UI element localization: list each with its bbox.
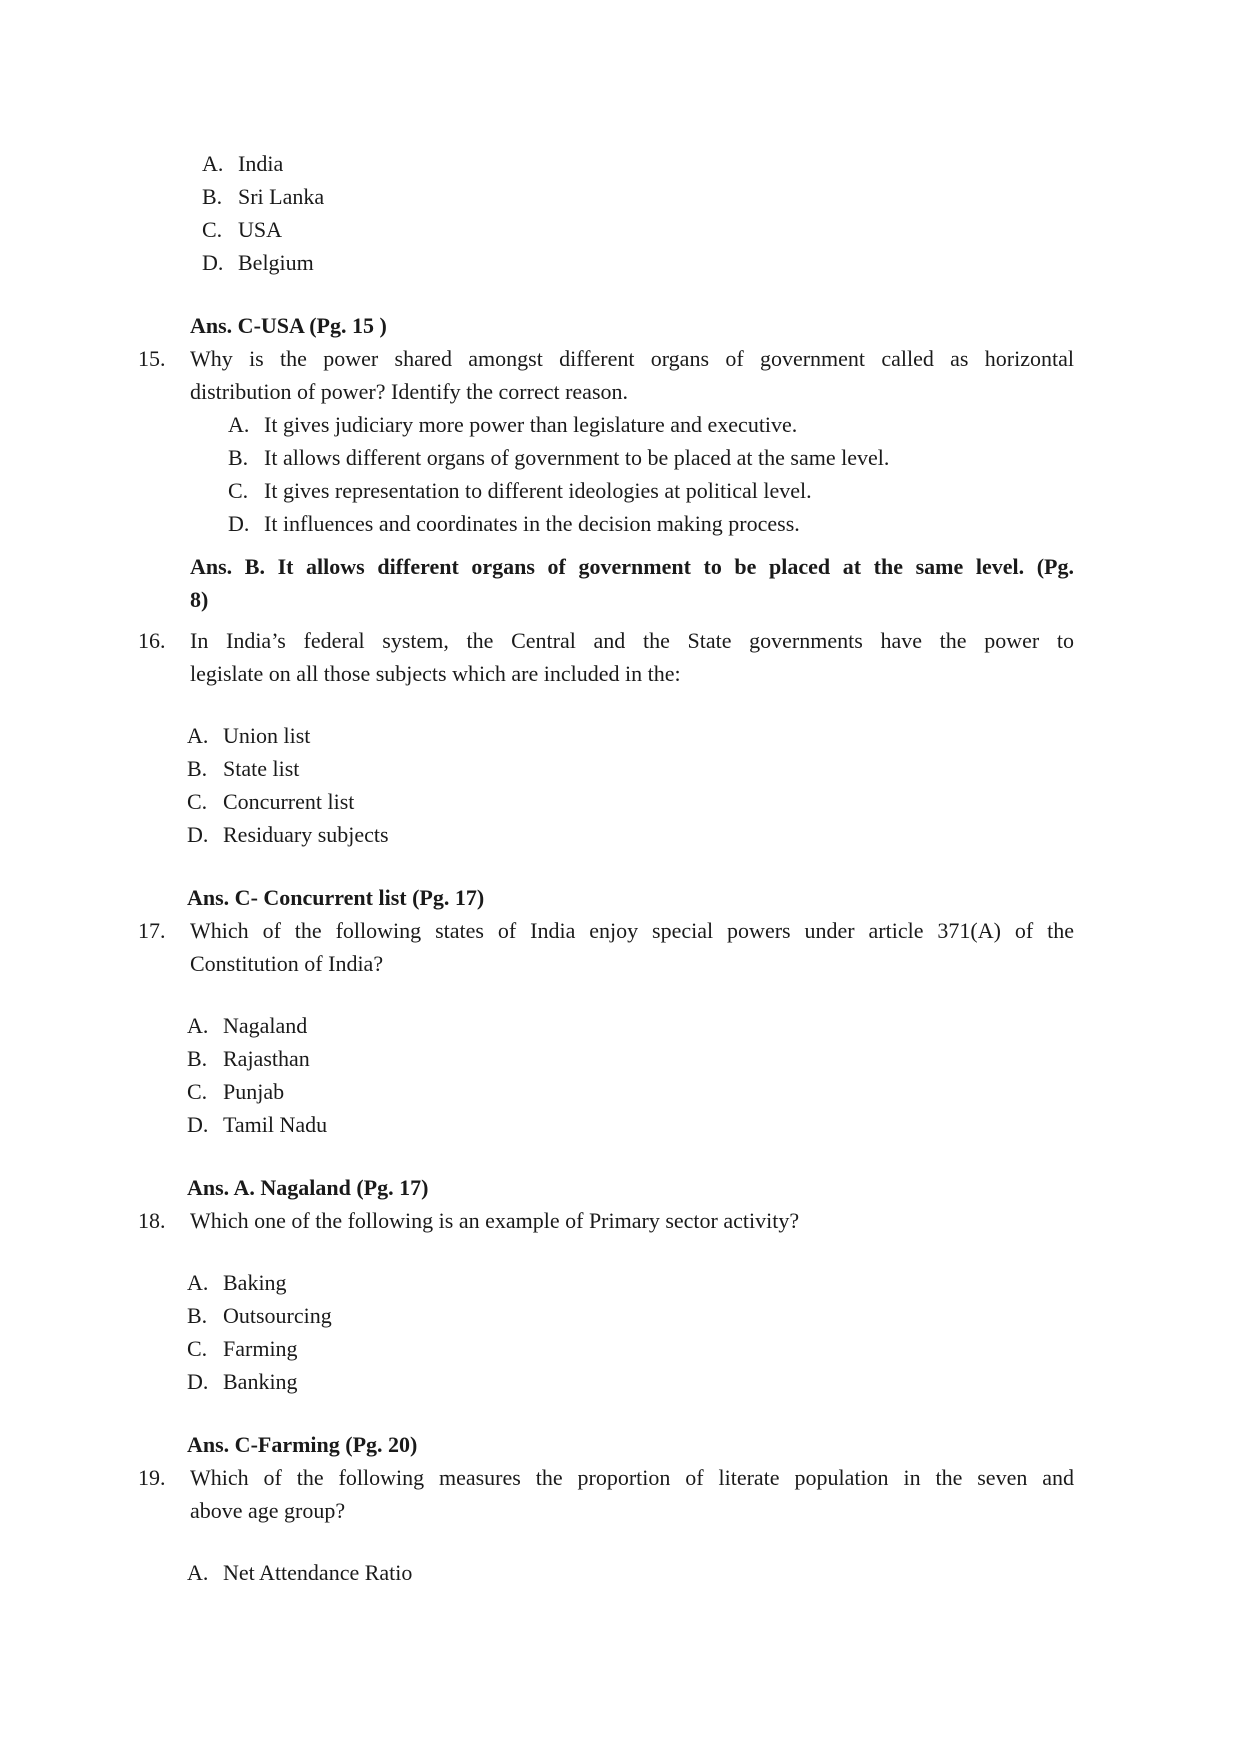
option-a bbox=[228, 411, 797, 439]
question-19-text-line2: above age group? bbox=[190, 1498, 346, 1523]
option-letter: A. bbox=[228, 412, 250, 437]
option-text: India bbox=[238, 151, 284, 176]
option-letter: C. bbox=[187, 1079, 208, 1104]
option-letter: B. bbox=[202, 184, 223, 209]
question-16-text-line2: legislate on all those subjects which are included in the: bbox=[190, 661, 681, 686]
option-letter: A. bbox=[187, 1013, 209, 1038]
option-a bbox=[187, 1012, 307, 1040]
option-letter: D. bbox=[187, 1369, 209, 1394]
option-letter: B. bbox=[228, 445, 249, 470]
option-d bbox=[202, 249, 314, 277]
option-letter: D. bbox=[187, 1112, 209, 1137]
option-letter: C. bbox=[187, 789, 208, 814]
option-text: It gives judiciary more power than legislature and executive. bbox=[264, 412, 798, 437]
answer-14: Ans. C-USA (Pg. 15 ) bbox=[190, 313, 387, 338]
question-15-text-line1: Why is the power shared amongst different organs of government called as horizontal bbox=[190, 346, 1074, 371]
option-c bbox=[187, 788, 354, 816]
option-letter: C. bbox=[187, 1336, 208, 1361]
option-letter: A. bbox=[202, 151, 224, 176]
answer-17: Ans. A. Nagaland (Pg. 17) bbox=[187, 1175, 429, 1200]
question-number-19: 19. bbox=[138, 1465, 166, 1490]
option-text: Net Attendance Ratio bbox=[223, 1560, 413, 1585]
option-text: It gives representation to different ideologies at political level. bbox=[264, 478, 812, 503]
option-a bbox=[187, 722, 310, 750]
option-letter: A. bbox=[187, 1560, 209, 1585]
option-text: Outsourcing bbox=[223, 1303, 332, 1328]
option-text: State list bbox=[223, 756, 300, 781]
option-text: Union list bbox=[223, 723, 311, 748]
option-text: Rajasthan bbox=[223, 1046, 310, 1071]
option-text: USA bbox=[238, 217, 283, 242]
option-text: Banking bbox=[223, 1369, 298, 1394]
question-number-18: 18. bbox=[138, 1208, 166, 1233]
option-c bbox=[187, 1078, 284, 1106]
option-text: Sri Lanka bbox=[238, 184, 325, 209]
option-a bbox=[187, 1559, 412, 1587]
option-text: Belgium bbox=[238, 250, 314, 275]
option-letter: C. bbox=[228, 478, 249, 503]
option-text: It allows different organs of government to be placed at the same level. bbox=[264, 445, 890, 470]
option-d bbox=[187, 1111, 327, 1139]
question-number-16: 16. bbox=[138, 628, 166, 653]
option-b bbox=[228, 444, 889, 472]
option-letter: A. bbox=[187, 723, 209, 748]
option-letter: C. bbox=[202, 217, 223, 242]
option-text: Nagaland bbox=[223, 1013, 308, 1038]
option-text: Punjab bbox=[223, 1079, 285, 1104]
answer-15-line2: 8) bbox=[190, 587, 209, 612]
question-15-text-line2: distribution of power? Identify the correct reason. bbox=[190, 379, 629, 404]
option-letter: D. bbox=[228, 511, 250, 536]
option-text: Farming bbox=[223, 1336, 298, 1361]
option-text: It influences and coordinates in the decision making process. bbox=[264, 511, 800, 536]
option-c bbox=[187, 1335, 298, 1363]
option-d bbox=[187, 1368, 298, 1396]
question-17-text-line1: Which of the following states of India enjoy special powers under article 371(A) of the bbox=[190, 918, 1074, 943]
option-text: Tamil Nadu bbox=[223, 1112, 328, 1137]
answer-15-line1: Ans. B. It allows different organs of government to be placed at the same level. (Pg. bbox=[190, 554, 1074, 579]
option-b bbox=[187, 1045, 310, 1073]
option-letter: A. bbox=[187, 1270, 209, 1295]
option-c bbox=[202, 216, 282, 244]
option-letter: D. bbox=[202, 250, 224, 275]
option-a bbox=[202, 150, 283, 178]
option-b bbox=[187, 1302, 332, 1330]
question-18-text-line1: Which one of the following is an example of Primary sector activity? bbox=[190, 1208, 800, 1233]
option-d bbox=[187, 821, 389, 849]
answer-16: Ans. C- Concurrent list (Pg. 17) bbox=[187, 885, 485, 910]
option-d bbox=[228, 510, 800, 538]
option-letter: B. bbox=[187, 1046, 208, 1071]
answer-18: Ans. C-Farming (Pg. 20) bbox=[187, 1432, 418, 1457]
option-c bbox=[228, 477, 812, 505]
option-letter: D. bbox=[187, 822, 209, 847]
option-text: Concurrent list bbox=[223, 789, 355, 814]
question-19-text-line1: Which of the following measures the proportion of literate population in the seven and bbox=[190, 1465, 1074, 1490]
question-number-17: 17. bbox=[138, 918, 166, 943]
option-a bbox=[187, 1269, 287, 1297]
option-b bbox=[202, 183, 324, 211]
option-b bbox=[187, 755, 299, 783]
option-letter: B. bbox=[187, 1303, 208, 1328]
option-letter: B. bbox=[187, 756, 208, 781]
option-text: Residuary subjects bbox=[223, 822, 389, 847]
option-text: Baking bbox=[223, 1270, 287, 1295]
question-number-15: 15. bbox=[138, 346, 166, 371]
question-16-text-line1: In India’s federal system, the Central and the State governments have the power to bbox=[190, 628, 1074, 653]
question-17-text-line2: Constitution of India? bbox=[190, 951, 384, 976]
